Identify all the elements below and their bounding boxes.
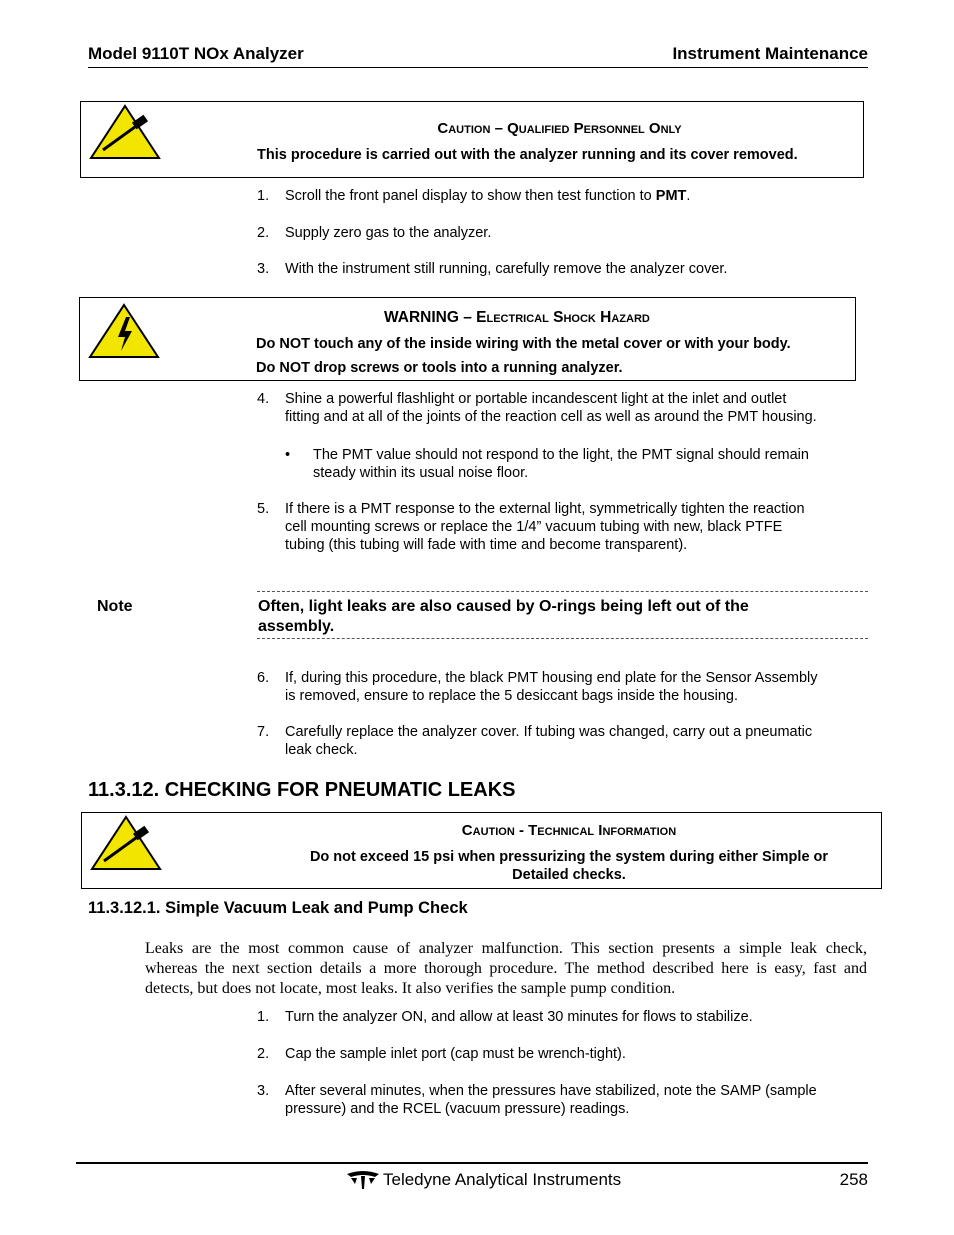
note-top-rule: [257, 591, 868, 592]
list-item: 5. If there is a PMT response to the external light, symmetrically tighten the reaction cell mounting screws or replace the 1/4” vacuum tubing with new, black PTFE tubing (this tubing will fade with time and become transparent).: [257, 501, 805, 553]
list-item: 2. Cap the sample inlet port (cap must be wrench-tight).: [257, 1046, 626, 1062]
header-title: Model 9110T NOx Analyzer: [88, 44, 304, 63]
body-paragraph: Leaks are the most common cause of analyzer malfunction. This section presents a simple leak check, whereas the next section details a more thorough procedure. The method described here is easy, fast and detects, but does not locate, most leaks. It also verifies the sample pump condition.: [145, 940, 867, 997]
warning-line-1: Do NOT touch any of the inside wiring with the metal cover or with your body.: [256, 336, 791, 352]
caution-box-technical-information: [81, 812, 882, 889]
list-item: 1. Turn the analyzer ON, and allow at least 30 minutes for flows to stabilize.: [257, 1009, 753, 1025]
header-rule: [88, 67, 868, 68]
list-item: 2. Supply zero gas to the analyzer.: [257, 225, 492, 241]
subsection-heading: 11.3.12.1. Simple Vacuum Leak and Pump Check: [88, 899, 468, 917]
caution-box-qualified-personnel: [80, 101, 864, 178]
page-number: 258: [839, 1170, 868, 1189]
note-text-line-1: Often, light leaks are also caused by O-rings being left out of the: [258, 598, 749, 615]
warning-line-2: Do NOT drop screws or tools into a running analyzer.: [256, 360, 623, 376]
caution-text-line-1: Do not exceed 15 psi when pressurizing the system during either Simple or: [309, 849, 829, 865]
list-item: 4. Shine a powerful flashlight or portable incandescent light at the inlet and outlet fitting and at all of the joints of the reaction cell as well as around the PMT housing.: [257, 391, 817, 425]
list-item: 1. Scroll the front panel display to show then test function to PMT.: [257, 188, 691, 204]
section-heading: 11.3.12. CHECKING FOR PNEUMATIC LEAKS: [88, 779, 516, 801]
teledyne-logo-icon: [345, 1170, 381, 1190]
list-item: 7. Carefully replace the analyzer cover. If tubing was changed, carry out a pneumatic leak check.: [257, 724, 813, 758]
header-section: Instrument Maintenance: [672, 44, 868, 63]
electrical-hazard-icon: [88, 303, 160, 359]
caution-text: This procedure is carried out with the analyzer running and its cover removed.: [257, 147, 798, 163]
list-item: 3. With the instrument still running, carefully remove the analyzer cover.: [257, 261, 728, 277]
list-item: 6. If, during this procedure, the black PMT housing end plate for the Sensor Assembly is removed, ensure to replace the 5 desiccant bags inside the housing.: [257, 670, 818, 704]
note-bottom-rule: [257, 638, 868, 639]
note-text-line-2: assembly.: [258, 618, 335, 635]
caution-text-line-2: Detailed checks.: [512, 867, 626, 883]
footer-company: Teledyne Analytical Instruments: [383, 1170, 622, 1189]
warning-title: WARNING – Electrical Shock Hazard: [384, 309, 650, 326]
bullet-item: • The PMT value should not respond to the light, the PMT signal should remain steady within its usual noise floor.: [285, 447, 809, 481]
list-item: 3. After several minutes, when the pressures have stabilized, note the SAMP (sample pressure) and the RCEL (vacuum pressure) readings.: [257, 1083, 817, 1117]
caution-title: Caution - Technical Information: [461, 822, 677, 839]
footer-rule: [76, 1162, 868, 1164]
caution-title: Caution – Qualified Personnel Only: [437, 120, 682, 137]
warning-box-electrical-shock: [79, 297, 856, 381]
note-label: Note: [97, 598, 133, 615]
